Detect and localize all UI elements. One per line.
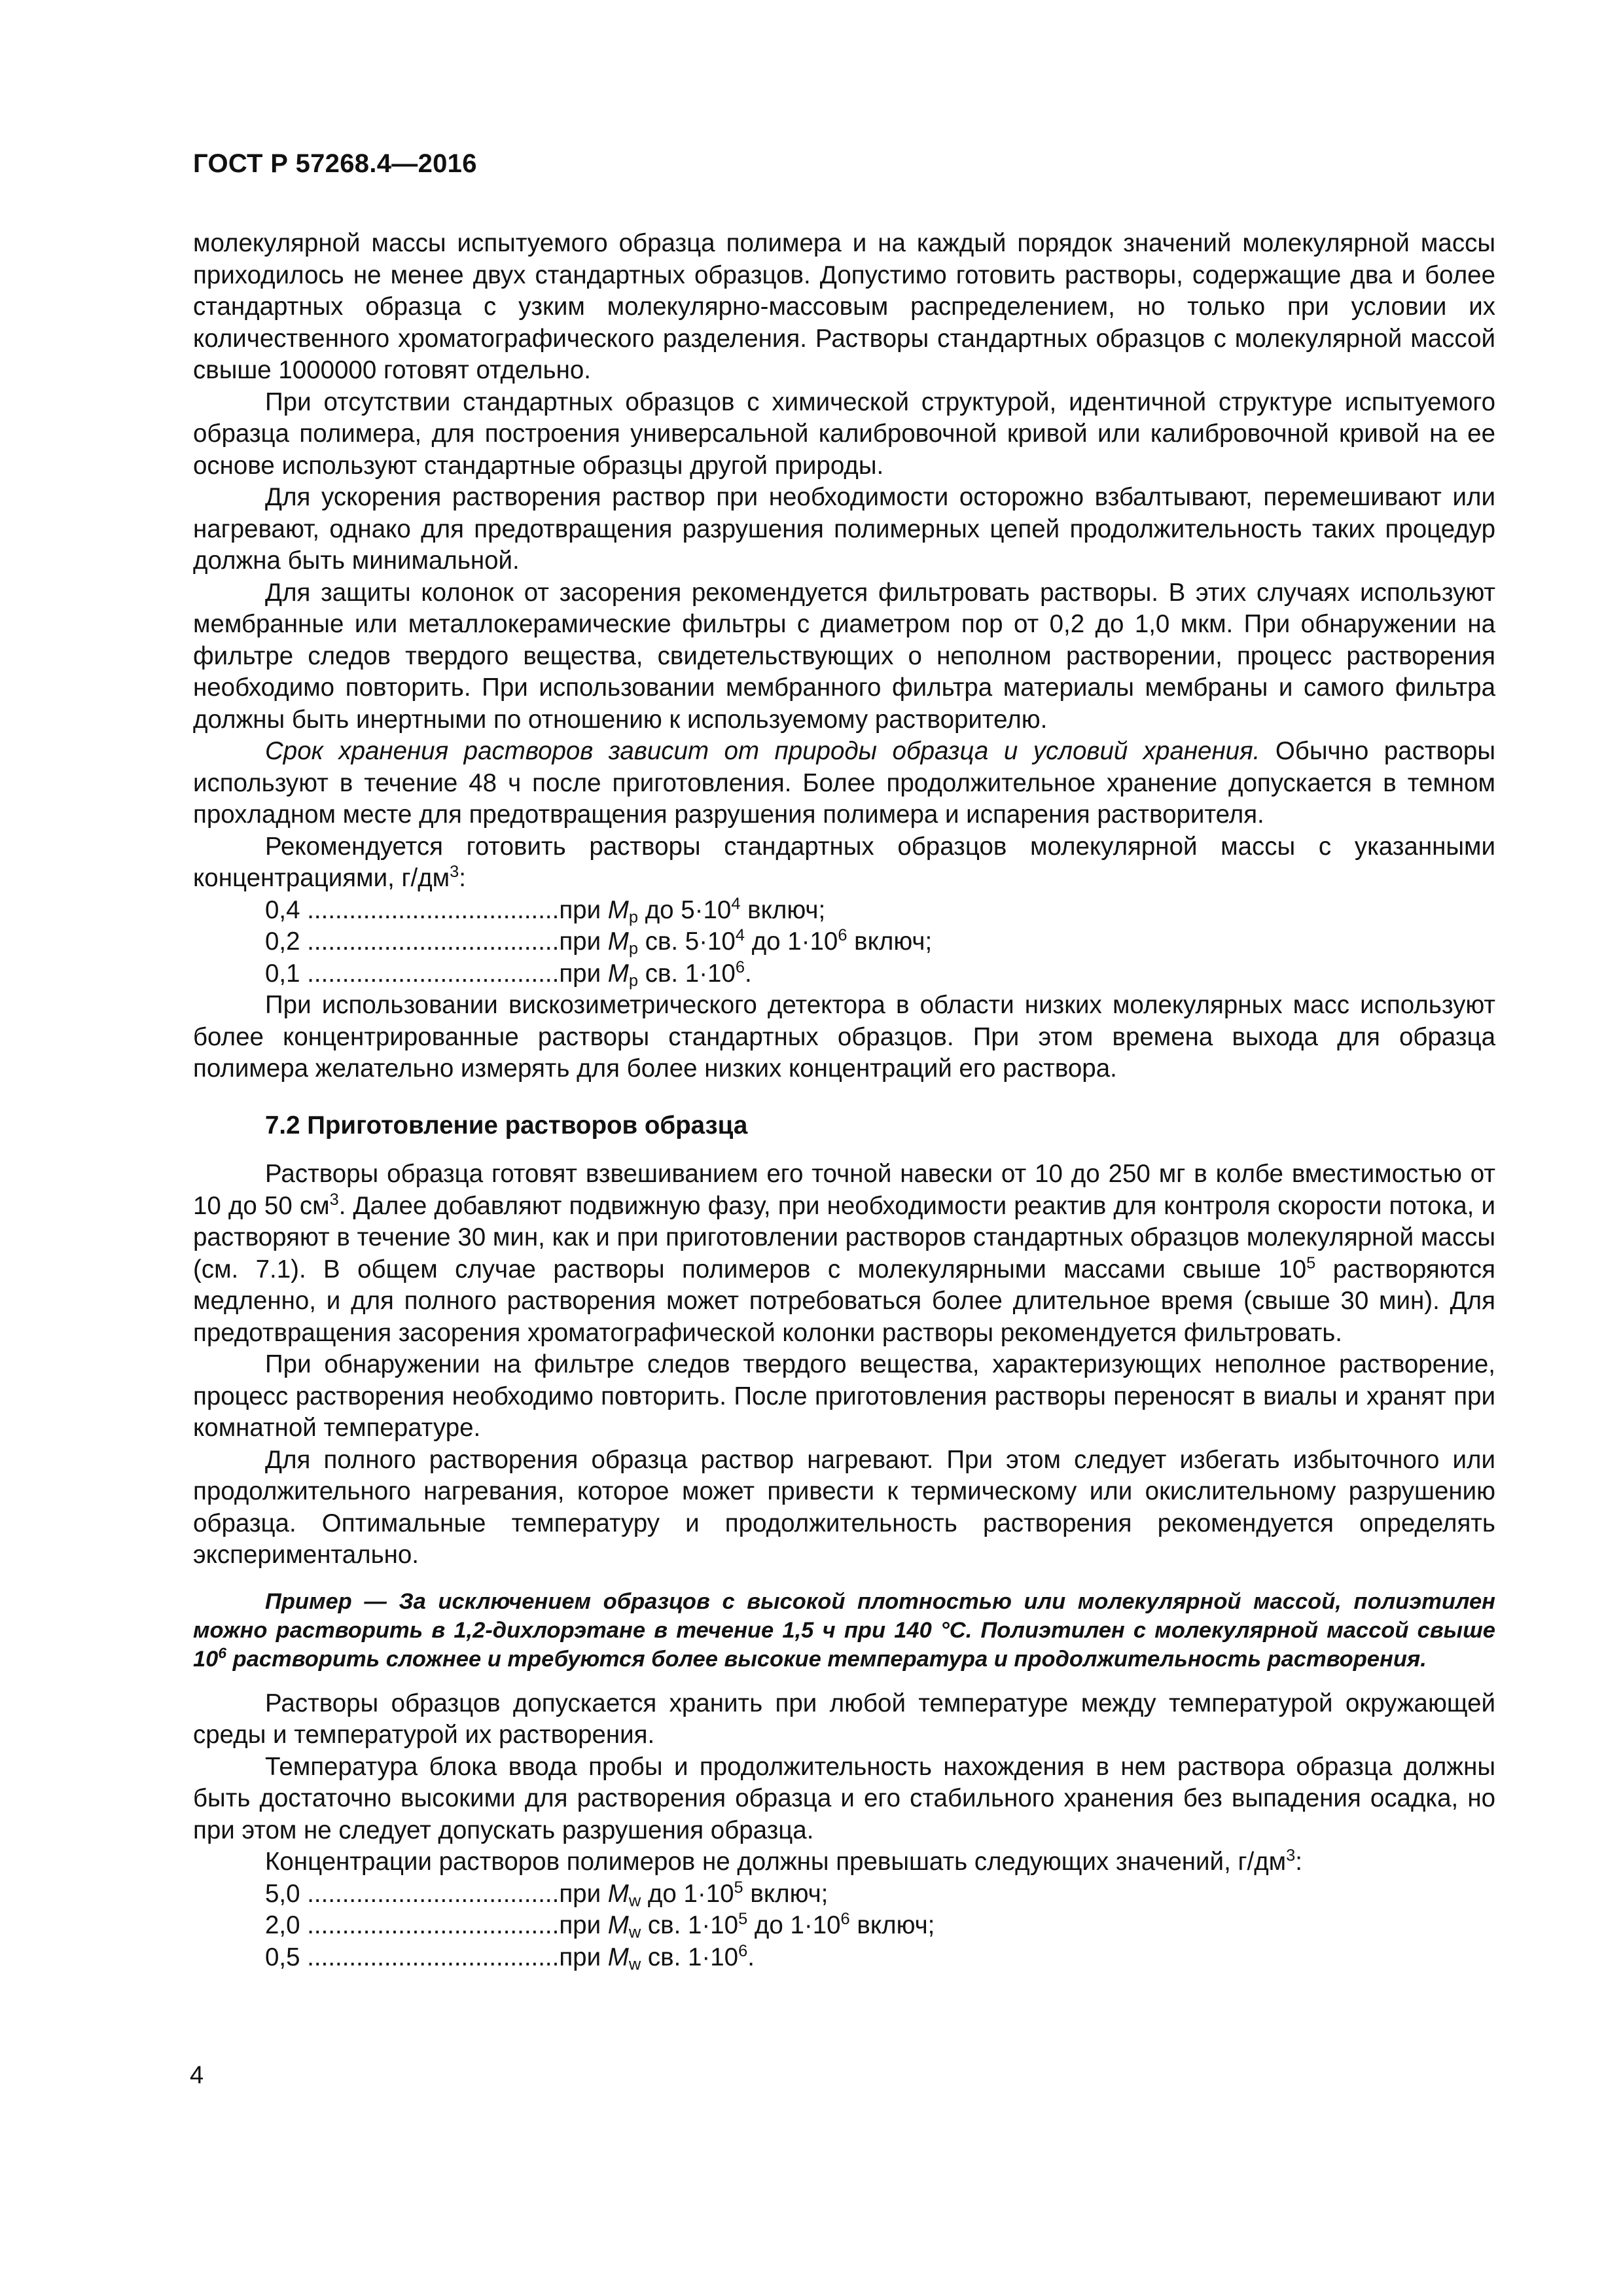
superscript: 3 [450,863,459,882]
paragraph: Температура блока ввода пробы и продолжительность нахождения в нем раствора образца должны быть достаточно высокими для растворения образца и его стабильного хранения без выпадения осадка, но при этом не следует допускать разрушения образца. [193,1752,1495,1844]
superscript: 6 [840,1910,850,1929]
leader-dots: .................................... [307,1943,560,1971]
condition-text: включ; [847,927,933,956]
superscript: 5 [734,1878,743,1897]
subscript: w [628,1923,641,1942]
condition-text: при [559,1879,608,1908]
superscript: 6 [838,926,847,945]
condition-text: при [559,959,608,988]
mass-symbol: M [607,927,629,956]
example-text: Пример — За исключением образцов с высокой плотностью или молекулярной массой, полиэтилен можно растворить в 1,2-дихлорэтане в течение 1,5 ч при 140 °С. Полиэтилен с молекулярной массой свыше 10 [193,1588,1495,1672]
list-item [265,895,1495,927]
conc-value: 5,0 [265,1879,300,1908]
paragraph: Для ускорения растворения раствор при необходимости осторожно взбалтывают, перемешивают или нагревают, однако для предотвращения разрушения полимерных цепей продолжительность таких процедур должна быть минимальной. [193,483,1495,575]
subscript: w [628,1891,641,1910]
condition-text: до 1·10 [641,1879,734,1908]
paragraph: При отсутствии стандартных образцов с химической структурой, идентичной структуре испытуемого образца полимера, для построения универсальной калибровочной кривой или калибровочной кривой на ее основе используют стандартные образцы другой природы. [193,387,1495,480]
paragraph-text: Обычно растворы используют в течение 48 ч после приготовления. Более продолжительное хранение допускается в темном прохладном месте для предотвращения разрушения полимера и испарения растворителя. [193,737,1495,829]
document-body [193,228,1495,1973]
mass-symbol: M [607,1879,629,1908]
superscript: 6 [218,1643,227,1661]
concentration-list-standards [193,895,1495,990]
mass-symbol: M [607,1943,629,1971]
paragraph: молекулярной массы испытуемого образца полимера и на каждый порядок значений молекулярной массы приходилось не менее двух стандартных образцов. Допустимо готовить растворы, содержащие два и более стандартных образца с узким молекулярно-массовым распределением, но только при условии их количественного хроматографического разделения. Растворы стандартных образцов с молекулярной массой свыше 1000000 готовят отдельно. [193,229,1495,384]
paragraph: Для защиты колонок от засорения рекомендуется фильтровать растворы. В этих случаях используют мембранные или металлокерамические фильтры с диаметром пор от 0,2 до 1,0 мкм. При обнаружении на фильтре следов твердого вещества, свидетельствующих о неполном растворении, процесс растворения необходимо повторить. При использовании мембранного фильтра материалы мембраны и самого фильтра должны быть инертными по отношению к используемому растворителю. [193,578,1495,734]
conc-value: 0,2 [265,927,300,956]
italic-phrase: Срок хранения растворов зависит от природы образца и условий хранения. [265,737,1260,765]
condition-text: при [559,1911,608,1939]
leader-dots: .................................... [307,1911,560,1939]
document-header: ГОСТ Р 57268.4—2016 [193,149,477,178]
mass-symbol: M [607,895,629,924]
list-item [265,1910,1495,1942]
leader-dots: .................................... [307,927,560,956]
superscript: 5 [1306,1253,1316,1272]
list-item [265,926,1495,958]
condition-text: св. 1·10 [641,1911,739,1939]
list-item [265,958,1495,990]
paragraph [193,736,1495,831]
leader-dots: .................................... [307,1879,560,1908]
subscript: p [628,971,638,990]
subscript: p [628,939,638,958]
condition-text: св. 5·10 [638,927,736,956]
superscript: 5 [738,1910,748,1929]
paragraph-text: . Далее добавляют подвижную фазу, при необходимости реактив для контроля скорости потока, и растворяют в течение 30 мин, как и при приготовлении растворов стандартных образцов молекулярной массы (см. 7.1). В общем случае растворы полимеров с молекулярными массами свыше 10 [193,1191,1495,1283]
superscript: 6 [735,958,745,977]
paragraph-text: : [1295,1848,1302,1876]
condition-text: включ; [743,1879,829,1908]
condition-text: до 1·10 [745,927,838,956]
condition-text: до 5·10 [638,895,732,924]
superscript: 3 [329,1190,339,1209]
paragraph-text: Концентрации растворов полимеров не должны превышать следующих значений, г/дм [265,1848,1287,1876]
condition-text: при [559,895,608,924]
example-note [193,1587,1495,1674]
leader-dots: .................................... [307,959,560,988]
paragraph: Растворы образцов допускается хранить при любой температуре между температурой окружающей среды и температурой их растворения. [193,1689,1495,1749]
paragraph: При обнаружении на фильтре следов твердого вещества, характеризующих неполное растворение, процесс растворения необходимо повторить. После приготовления растворы переносят в виалы и хранят при комнатной температуре. [193,1350,1495,1442]
conc-value: 2,0 [265,1911,300,1939]
example-text: растворить сложнее и требуются более высокие температура и продолжительность растворения. [226,1646,1427,1672]
paragraph [193,1846,1495,1878]
condition-text: включ; [849,1911,935,1939]
condition-text: св. 1·10 [638,959,736,988]
condition-text: . [747,1943,755,1971]
conc-value: 0,5 [265,1943,300,1971]
condition-text: включ; [740,895,826,924]
superscript: 3 [1286,1846,1296,1865]
conc-value: 0,4 [265,895,300,924]
list-item [265,1942,1495,1974]
paragraph: Для полного растворения образца раствор нагревают. При этом следует избегать избыточного или продолжительного нагревания, которое может привести к термическому или окислительному разрушению образца. Оптимальные температуру и продолжительность растворения рекомендуется определять экспериментально. [193,1445,1495,1569]
mass-symbol: M [607,1911,629,1939]
condition-text: св. 1·10 [641,1943,739,1971]
condition-text: . [745,959,752,988]
superscript: 6 [738,1941,748,1960]
paragraph [193,1158,1495,1349]
subscript: p [628,907,638,926]
paragraph-text: Растворы образца готовят взвешиванием его точной навески от 10 до 250 мг в колбе вместимостью от 10 до 50 см [193,1160,1495,1220]
condition-text: при [559,927,608,956]
mass-symbol: M [607,959,629,988]
concentration-list-polymers [193,1878,1495,1974]
paragraph-text: Рекомендуется готовить растворы стандартных образцов молекулярной массы с указанными концентрациями, г/дм [193,832,1495,892]
section-heading: 7.2 Приготовление растворов образца [265,1111,748,1139]
leader-dots: .................................... [307,895,560,924]
list-item [265,1878,1495,1910]
superscript: 4 [731,894,741,913]
condition-text: до 1·10 [747,1911,841,1939]
paragraph-text: : [459,864,466,892]
condition-text: при [559,1943,608,1971]
paragraph: При использовании вискозиметрического детектора в области низких молекулярных масс используют более концентрированные растворы стандартных образцов. При этом времена выхода для образца полимера желательно измерять для более низких концентраций его раствора. [193,991,1495,1083]
paragraph-text: растворяются медленно, и для полного растворения может потребоваться более длительное время (свыше 30 мин). Для предотвращения засорения хроматографической колонки растворы рекомендуется фильтровать. [193,1255,1495,1347]
page-number: 4 [190,2062,204,2089]
conc-value: 0,1 [265,959,300,988]
superscript: 4 [735,926,745,945]
subscript: w [628,1954,641,1973]
paragraph [193,831,1495,895]
